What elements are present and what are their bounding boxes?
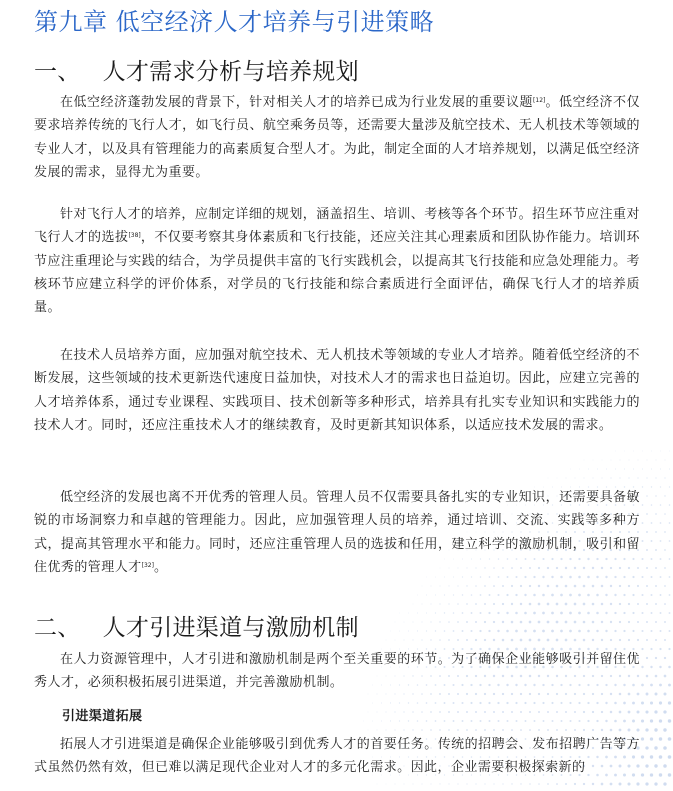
paragraph xyxy=(34,486,640,579)
subheading: 引进渠道拓展 xyxy=(62,709,143,724)
paragraph: 拓展人才引进渠道是确保企业能够吸引到优秀人才的首要任务。传统的招聘会、发布招聘广告等方式虽然仍然有效，但已难以满足现代企业对人才的多元化需求。因此，企业需要积极探索新的 xyxy=(34,737,640,776)
chapter-title: 第九章 低空经济人才培养与引进策略 xyxy=(34,8,435,36)
section-number: 二、 xyxy=(34,615,81,641)
paragraph-text: ，不仅要考察其身体素质和飞行技能，还应关注其心理素质和团队协作能力。培训环节应注重理论与实践的结合，为学员提供丰富的飞行实践机会，以提高其飞行技能和应急处理能力。考核环节应建立科学的评价体系，对学员的飞行技能和综合素质进行全面评估，确保飞行人才的培养质量。 xyxy=(34,230,640,316)
paragraph-text: 在低空经济蓬勃发展的背景下，针对相关人才的培养已成为行业发展的重要议题 xyxy=(60,95,534,110)
paragraph-text: 。低空经济不仅要求培养传统的飞行人才，如飞行员、航空乘务员等，还需要大量涉及航空技术、无人机技术等领域的专业人才，以及具有管理能力的高素质复合型人才。为此，制定全面的人才培养规划，以满足低空经济发展的需求，显得尤为重要。 xyxy=(34,95,640,180)
citation-ref: [32] xyxy=(141,561,154,569)
citation-ref: [38] xyxy=(128,232,141,240)
section-title: 人才需求分析与培养规划 xyxy=(102,59,359,85)
paragraph xyxy=(34,203,640,319)
paragraph: 在人力资源管理中，人才引进和激励机制是两个至关重要的环节。为了确保企业能够吸引并留住优秀人才，必须积极拓展引进渠道，并完善激励机制。 xyxy=(34,652,640,691)
section-heading-1 xyxy=(34,57,359,87)
paragraph-text: 。 xyxy=(153,559,168,575)
section-number: 一、 xyxy=(34,59,81,85)
section-title: 人才引进渠道与激励机制 xyxy=(102,615,359,641)
paragraph-text: 针对飞行人才的培养，应制定详细的规划，涵盖招生、培训、考核等各个环节。招生环节应注重对飞行人才的选拔 xyxy=(34,207,640,246)
section-heading-2 xyxy=(34,613,359,643)
paragraph-text: 低空经济的发展也离不开优秀的管理人员。管理人员不仅需要具备扎实的专业知识，还需要具备敏锐的市场洞察力和卓越的管理能力。因此，应加强管理人员的培养，通过培训、交流、实践等多种方式，提高其管理水平和能力。同时，还应注重管理人员的选拔和任用，建立科学的激励机制，吸引和留住优秀的管理人才 xyxy=(34,490,640,575)
paragraph: 在技术人员培养方面，应加强对航空技术、无人机技术等领域的专业人才培养。随着低空经济的不断发展，这些领域的技术更新迭代速度日益加快，对技术人才的需求也日益迫切。因此，应建立完善的人才培养体系，通过专业课程、实践项目、技术创新等多种形式，培养具有扎实专业知识和实践能力的技术人才。同时，还应注重技术人才的继续教育，及时更新其知识体系，以适应技术发展的需求。 xyxy=(34,348,640,433)
citation-ref: [12] xyxy=(533,97,546,104)
paragraph xyxy=(34,91,640,184)
